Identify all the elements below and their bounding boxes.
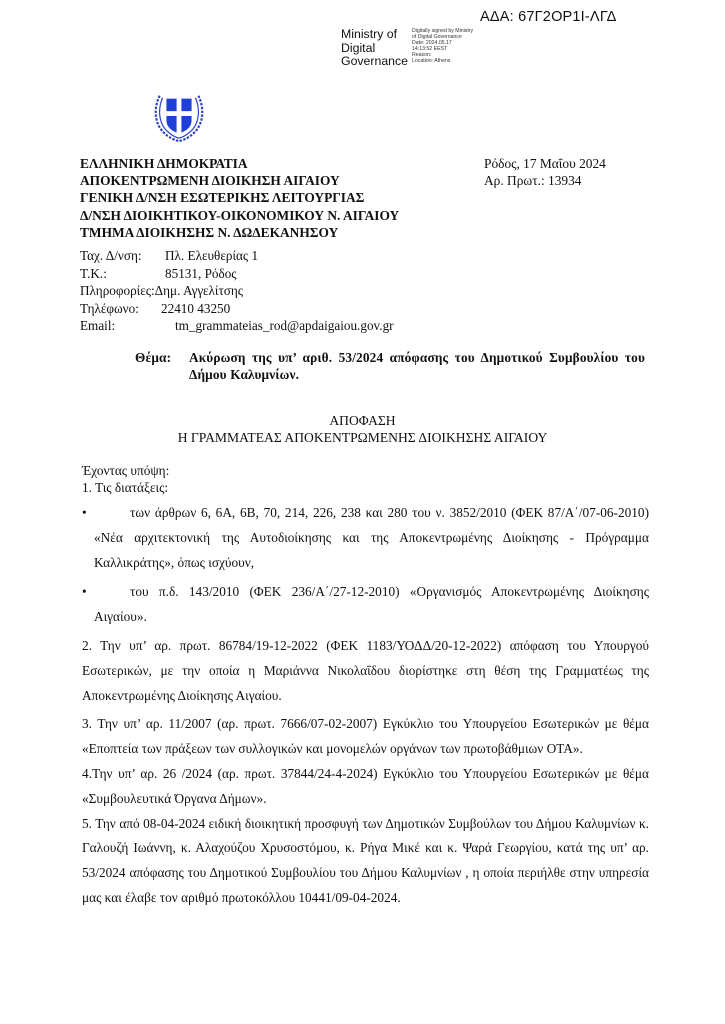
postal-value: 85131, Ρόδος bbox=[165, 265, 237, 281]
greek-coat-of-arms-icon bbox=[150, 86, 208, 144]
email-link[interactable]: tm_grammateias_rod@apdaigaiou.gov.gr bbox=[175, 318, 394, 334]
contact-address bbox=[80, 247, 394, 265]
bullet-item bbox=[82, 501, 649, 575]
subject bbox=[135, 349, 645, 383]
postal-label: Τ.Κ.: bbox=[80, 265, 107, 281]
digital-signature-signer bbox=[341, 28, 408, 69]
contact-info bbox=[80, 282, 394, 300]
contact-details bbox=[80, 247, 394, 335]
document-body bbox=[82, 462, 649, 911]
decision-title: ΑΠΟΦΑΣΗ bbox=[329, 413, 396, 428]
phone-label: Τηλέφωνο: bbox=[80, 300, 139, 316]
ada-code: ΑΔΑ: 67Γ2ΟΡ1Ι-ΛΓΔ bbox=[480, 9, 617, 25]
bullet-icon: • bbox=[82, 505, 87, 520]
address-value: Πλ. Ελευθερίας 1 bbox=[165, 248, 259, 263]
contact-postal bbox=[80, 265, 394, 283]
numbered-item: 2. Την υπ’ αρ. πρωτ. 86784/19-12-2022 (ΦΕΚ 1183/ΥΟΔΔ/20-12-2022) απόφαση του Υπουργού Εσωτερικών, με την οποία η Μαριάννα Νικολαΐδου διορίστηκε στη θέση της Γραμματέως της Αποκεντρωμένης Διοίκησης Αιγαίου. bbox=[82, 637, 649, 703]
bullet-item bbox=[82, 580, 649, 630]
bullet-text: του π.δ. 143/2010 (ΦΕΚ 236/Α΄/27-12-2010) «Οργανισμός Αποκεντρωμένης Διοίκησης Αιγαίου». bbox=[94, 584, 649, 625]
address-label: Ταχ. Δ/νση: bbox=[80, 248, 142, 263]
contact-email bbox=[80, 317, 394, 335]
signature-meta-line: 14:13:52 EEST bbox=[412, 46, 448, 53]
contact-phone bbox=[80, 300, 394, 318]
numbered-item: 3. Την υπ’ αρ. 11/2007 (αρ. πρωτ. 7666/07-02-2007) Εγκύκλιο του Υπουργείου Εσωτερικών με θέμα «Εποπτεία των πράξεων των συλλογικών και μονομελών οργάνων των πρωτοβάθμιων ΟΤΑ». bbox=[82, 716, 649, 757]
phone-value: 22410 43250 bbox=[161, 300, 231, 316]
signature-meta-line: Location: Athens bbox=[412, 58, 451, 65]
decision-subtitle: Η ΓΡΑΜΜΑΤΕΑΣ ΑΠΟΚΕΝΤΡΩΜΕΝΗΣ ΔΙΟΙΚΗΣΗΣ ΑΙΓΑΙΟΥ bbox=[177, 429, 548, 445]
signature-meta-line: Reason: bbox=[412, 52, 432, 59]
decision-heading bbox=[0, 413, 725, 446]
authority-line: Δ/ΝΣΗ ΔΙΟΙΚΗΤΙΚΟΥ-ΟΙΚΟΝΟΜΙΚΟΥ Ν. ΑΙΓΑΙΟΥ bbox=[80, 207, 400, 223]
info-value: Δημ. Αγγελίτσης bbox=[154, 283, 244, 299]
authority-line: ΤΜΗΜΑ ΔΙΟΙΚΗΣΗΣ Ν. ΔΩΔΕΚΑΝΗΣΟΥ bbox=[80, 224, 339, 240]
email-label: Email: bbox=[80, 318, 116, 334]
authority-line: ΕΛΛΗΝΙΚΗ ΔΗΜΟΚΡΑΤΙΑ bbox=[80, 156, 248, 171]
numbered-item: 5. Την από 08-04-2024 ειδική διοικητική προσφυγή των Δημοτικών Συμβούλων του Δήμου Καλυμνίων κ. Γαλουζή Ιωάννη, κ. Αλαχούζου Χρυσοστόμου, κ. Ρήγα Μικέ και κ. Ψαρά Γεωργίου, κατά της υπ’ αρ. 53/2024 απόφασης του Δημοτικού Συμβουλίου του Δήμου Καλυμνίων , η οποία περιήλθε στην υπηρεσία μας και έλαβε τον αριθμό πρωτοκόλλου 10441/09-04-2024. bbox=[82, 815, 649, 905]
signature-meta-line: of Digital Governance bbox=[412, 34, 462, 41]
info-label: Πληροφορίες: bbox=[80, 283, 155, 299]
document-reference bbox=[484, 155, 606, 189]
digital-signature-meta bbox=[412, 28, 473, 65]
considering-label: Έχοντας υπόψη: bbox=[82, 463, 170, 478]
subject-text: Ακύρωση της υπ’ αριθ. 53/2024 απόφασης του Δημοτικού Συμβουλίου του Δήμου Καλυμνίων. bbox=[189, 350, 645, 382]
authority-line: ΑΠΟΚΕΝΤΡΩΜΕΝΗ ΔΙΟΙΚΗΣΗ ΑΙΓΑΙΟΥ bbox=[80, 173, 340, 189]
authority-line: ΓΕΝΙΚΗ Δ/ΝΣΗ ΕΣΩΤΕΡΙΚΗΣ ΛΕΙΤΟΥΡΓΙΑΣ bbox=[80, 190, 365, 206]
signature-meta-line: Digitally signed by Ministry bbox=[412, 28, 474, 34]
signer-line: Governance bbox=[341, 54, 408, 68]
signer-line: Digital bbox=[341, 40, 376, 55]
item-1-intro: 1. Τις διατάξεις: bbox=[82, 480, 169, 495]
bullet-text: των άρθρων 6, 6Α, 6Β, 70, 214, 226, 238 και 280 του ν. 3852/2010 (ΦΕΚ 87/Α΄/07-06-2010) «Νέα αρχιτεκτονική της Αυτοδιοίκησης και της Αποκεντρωμένης Διοίκησης - Πρόγραμμα Καλλικράτης», όπως ισχύουν, bbox=[94, 505, 649, 570]
signature-meta-line: Date: 2024.05.17 bbox=[412, 40, 452, 47]
bullet-icon: • bbox=[82, 584, 87, 600]
protocol-number: Αρ. Πρωτ.: 13934 bbox=[484, 173, 582, 189]
signer-line: Ministry of bbox=[341, 27, 398, 41]
place-date: Ρόδος, 17 Μαΐου 2024 bbox=[484, 156, 606, 171]
subject-label: Θέμα: bbox=[135, 350, 172, 365]
numbered-item: 4.Την υπ’ αρ. 26 /2024 (αρ. πρωτ. 37844/24-4-2024) Εγκύκλιο του Υπουργείου Εσωτερικών με θέμα «Συμβουλευτικά Όργανα Δήμων». bbox=[82, 765, 649, 806]
issuing-authority bbox=[80, 155, 399, 241]
